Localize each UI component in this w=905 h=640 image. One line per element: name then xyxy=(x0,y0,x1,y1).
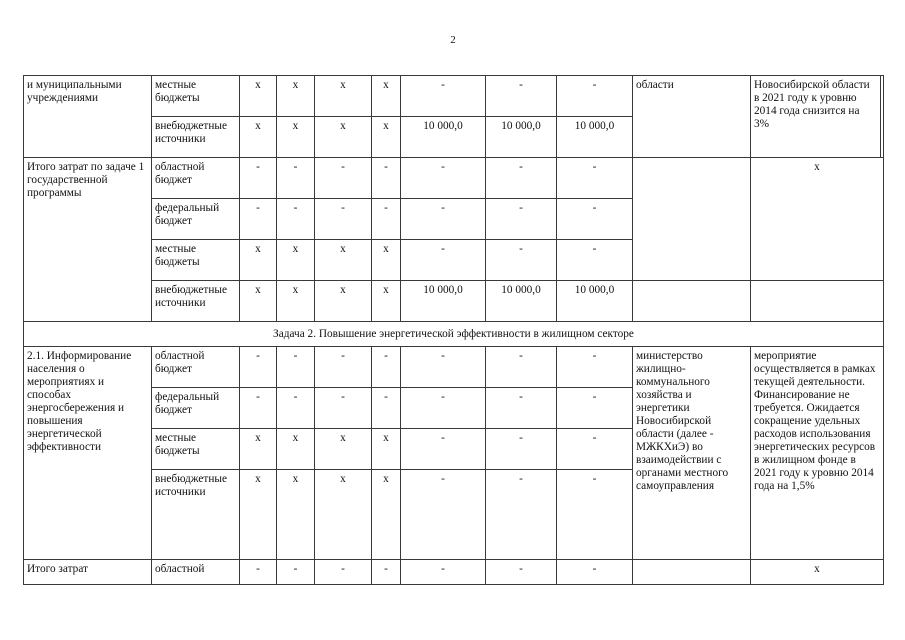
value-cell: x xyxy=(277,470,315,560)
value-cell: x xyxy=(240,240,277,281)
value-cell: - xyxy=(486,429,557,470)
funding-source-cell: федеральный бюджет xyxy=(152,199,240,240)
funding-source-cell: областной бюджет xyxy=(152,347,240,388)
funding-source-cell: внебюджетные источники xyxy=(152,470,240,560)
value-cell: - xyxy=(486,388,557,429)
value-cell: x xyxy=(372,76,401,117)
value-cell: x xyxy=(372,470,401,560)
result-cell: Новосибирской области в 2021 году к уровню 2014 года снизится на 3% xyxy=(751,76,881,158)
value-cell: - xyxy=(315,158,372,199)
value-cell: 10 000,0 xyxy=(486,117,557,158)
value-cell: - xyxy=(557,240,633,281)
value-cell: x xyxy=(277,281,315,322)
result-cell: мероприятие осуществляется в рамках текущей деятельности. Финансирование не требуется. Ожидается сокращение удельных расходов использования энергетических ресурсов в жилищном фонде в 2021 году к уровню 2014 года на 1,5% xyxy=(751,347,884,560)
executor-cell: министерство жилищно-коммунального хозяйства и энергетики Новосибирской области (далее - МЖКХиЭ) во взаимодействии с органами местного самоуправления xyxy=(633,347,751,560)
value-cell: - xyxy=(315,347,372,388)
value-cell: x xyxy=(372,429,401,470)
value-cell: x xyxy=(372,240,401,281)
table-row xyxy=(24,347,884,388)
funding-source-cell: внебюджетные источники xyxy=(152,281,240,322)
page-number: 2 xyxy=(450,34,456,46)
value-cell: - xyxy=(486,470,557,560)
value-cell: x xyxy=(277,76,315,117)
value-cell: x xyxy=(240,429,277,470)
task-2-heading: Задача 2. Повышение энергетической эффективности в жилищном секторе xyxy=(24,322,884,347)
executor-cell xyxy=(633,281,751,322)
value-cell: - xyxy=(315,199,372,240)
value-cell: - xyxy=(277,560,315,585)
funding-source-cell: местные бюджеты xyxy=(152,429,240,470)
value-cell: - xyxy=(486,560,557,585)
value-cell: - xyxy=(557,158,633,199)
result-cell xyxy=(751,281,884,322)
value-cell: x xyxy=(315,470,372,560)
value-cell: - xyxy=(486,76,557,117)
value-cell: - xyxy=(240,347,277,388)
value-cell: - xyxy=(557,470,633,560)
table-row xyxy=(24,158,884,199)
value-cell: - xyxy=(315,388,372,429)
value-cell: - xyxy=(240,158,277,199)
executor-cell xyxy=(633,158,751,281)
value-cell: - xyxy=(486,347,557,388)
program-measures-table xyxy=(23,75,884,585)
executor-cell: области xyxy=(633,76,751,158)
total-label-cell: Итого затрат по задаче 1 государственной программы xyxy=(24,158,152,322)
value-cell: - xyxy=(486,240,557,281)
value-cell: - xyxy=(401,388,486,429)
value-cell: - xyxy=(240,199,277,240)
value-cell: 10 000,0 xyxy=(401,117,486,158)
value-cell: - xyxy=(557,429,633,470)
table-row xyxy=(24,76,884,117)
value-cell: - xyxy=(486,158,557,199)
value-cell: - xyxy=(240,388,277,429)
value-cell: - xyxy=(557,76,633,117)
value-cell: - xyxy=(372,388,401,429)
value-cell: x xyxy=(315,76,372,117)
value-cell: - xyxy=(277,388,315,429)
value-cell: x xyxy=(372,117,401,158)
value-cell: x xyxy=(240,117,277,158)
value-cell: - xyxy=(557,560,633,585)
value-cell: - xyxy=(557,388,633,429)
value-cell: - xyxy=(240,560,277,585)
result-cell: x xyxy=(751,158,884,281)
funding-source-cell: местные бюджеты xyxy=(152,240,240,281)
funding-source-cell: областной xyxy=(152,560,240,585)
value-cell: x xyxy=(315,429,372,470)
value-cell: - xyxy=(315,560,372,585)
value-cell: 10 000,0 xyxy=(557,281,633,322)
table-row xyxy=(24,281,884,322)
value-cell: - xyxy=(401,560,486,585)
funding-source-cell: областной бюджет xyxy=(152,158,240,199)
value-cell: - xyxy=(372,560,401,585)
value-cell: 10 000,0 xyxy=(486,281,557,322)
value-cell: - xyxy=(557,347,633,388)
value-cell: - xyxy=(401,240,486,281)
total-label-cell: Итого затрат xyxy=(24,560,152,585)
narrow-cell xyxy=(881,76,884,158)
value-cell: - xyxy=(557,199,633,240)
value-cell: - xyxy=(401,347,486,388)
value-cell: - xyxy=(401,429,486,470)
table-row xyxy=(24,560,884,585)
funding-source-cell: внебюджетные источники xyxy=(152,117,240,158)
funding-source-cell: федеральный бюджет xyxy=(152,388,240,429)
result-cell: x xyxy=(751,560,884,585)
value-cell: - xyxy=(401,76,486,117)
value-cell: x xyxy=(315,117,372,158)
value-cell: - xyxy=(277,347,315,388)
value-cell: - xyxy=(277,158,315,199)
value-cell: x xyxy=(315,281,372,322)
value-cell: x xyxy=(277,117,315,158)
value-cell: - xyxy=(486,199,557,240)
value-cell: x xyxy=(372,281,401,322)
value-cell: - xyxy=(277,199,315,240)
measure-name-cell: 2.1. Информирование населения о мероприятиях и способах энергосбережения и повышения энергетической эффективности xyxy=(24,347,152,560)
value-cell: - xyxy=(401,470,486,560)
value-cell: - xyxy=(372,347,401,388)
value-cell: - xyxy=(372,158,401,199)
value-cell: - xyxy=(401,199,486,240)
measure-name-cell: и муниципальными учреждениями xyxy=(24,76,152,158)
value-cell: 10 000,0 xyxy=(401,281,486,322)
value-cell: x xyxy=(277,429,315,470)
value-cell: x xyxy=(240,281,277,322)
value-cell: - xyxy=(372,199,401,240)
executor-cell xyxy=(633,560,751,585)
funding-source-cell: местные бюджеты xyxy=(152,76,240,117)
value-cell: x xyxy=(240,76,277,117)
value-cell: 10 000,0 xyxy=(557,117,633,158)
task-header-row xyxy=(24,322,884,347)
value-cell: x xyxy=(240,470,277,560)
value-cell: x xyxy=(277,240,315,281)
value-cell: x xyxy=(315,240,372,281)
value-cell: - xyxy=(401,158,486,199)
